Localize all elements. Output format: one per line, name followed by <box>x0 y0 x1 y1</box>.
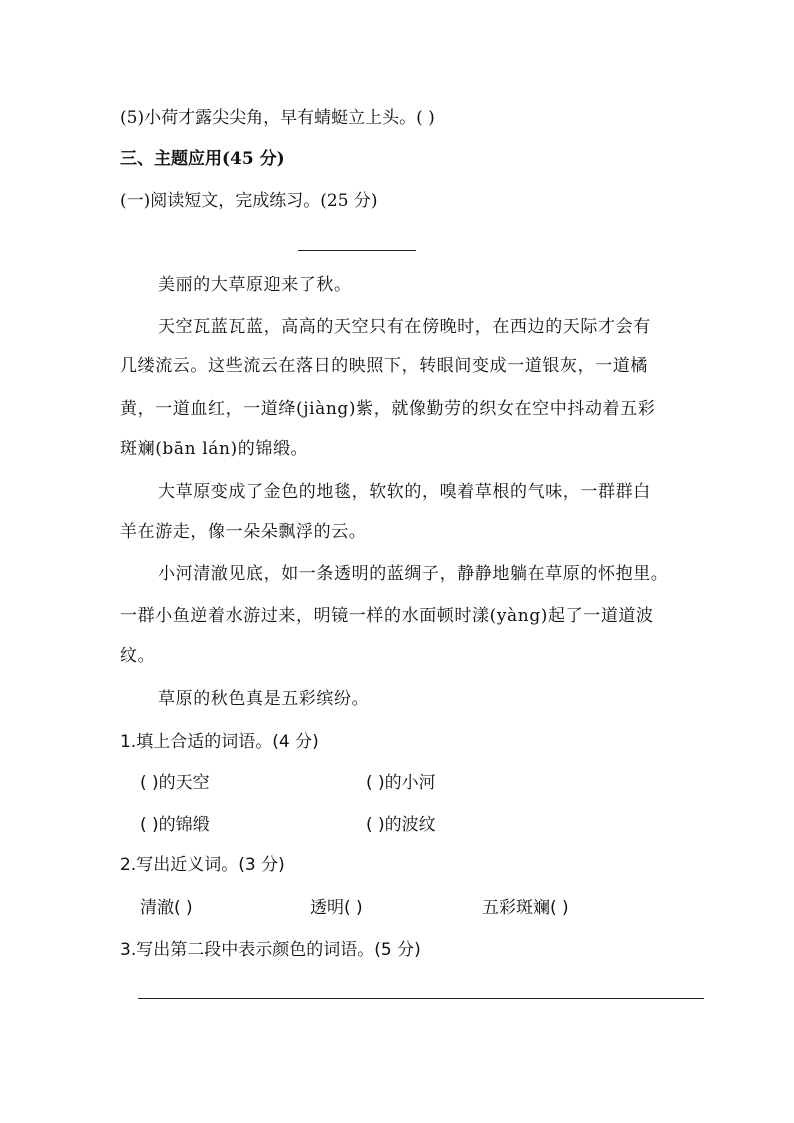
q1-blank-brocade[interactable]: ( )的锦缎 <box>140 815 210 835</box>
q2-blank-colorful[interactable]: 五彩斑斓( ) <box>482 898 569 918</box>
passage-p4-line2: 一群小鱼逆着水游过来，明镜一样的水面顿时漾(yàng)起了一道道波 <box>120 606 654 626</box>
reading-intro: (一)阅读短文，完成练习。(25 分) <box>120 191 378 211</box>
passage-p3-line2: 羊在游走，像一朵朵飘浮的云。 <box>120 522 367 542</box>
q2-blank-clear[interactable]: 清澈( ) <box>140 898 193 918</box>
q1-blank-river[interactable]: ( )的小河 <box>366 773 436 793</box>
question-1-title: 1.填上合适的词语。(4 分) <box>120 732 319 752</box>
question-3-title: 3.写出第二段中表示颜色的词语。(5 分) <box>120 940 421 960</box>
q1-blank-sky[interactable]: ( )的天空 <box>140 773 210 793</box>
question-2-title: 2.写出近义词。(3 分) <box>120 855 285 875</box>
question-5: (5)小荷才露尖尖角，早有蜻蜓立上头。( ) <box>120 108 435 128</box>
passage-p2-line2: 几缕流云。这些流云在落日的映照下，转眼间变成一道银灰，一道橘 <box>120 356 648 376</box>
passage-p2-line1: 天空瓦蓝瓦蓝，高高的天空只有在傍晚时，在西边的天际才会有 <box>158 317 651 337</box>
q1-blank-ripple[interactable]: ( )的波纹 <box>366 815 436 835</box>
passage-p5: 草原的秋色真是五彩缤纷。 <box>158 689 370 709</box>
q2-blank-transparent[interactable]: 透明( ) <box>310 898 363 918</box>
passage-p2-line4: 斑斓(bān lán)的锦缎。 <box>120 439 309 459</box>
passage-p3-line1: 大草原变成了金色的地毯，软软的，嗅着草根的气味，一群群白 <box>158 482 651 502</box>
passage-p4-line3: 纹。 <box>120 646 156 666</box>
passage-p4-line1: 小河清澈见底，如一条透明的蓝绸子，静静地躺在草原的怀抱里。 <box>158 564 669 584</box>
passage-title-blank[interactable] <box>298 250 416 251</box>
q3-answer-line[interactable] <box>138 998 704 999</box>
section-3-title: 三、主题应用(45 分) <box>120 149 285 169</box>
passage-p1: 美丽的大草原迎来了秋。 <box>158 275 352 295</box>
passage-p2-line3: 黄，一道血红，一道绛(jiàng)紫，就像勤劳的织女在空中抖动着五彩 <box>120 399 656 419</box>
